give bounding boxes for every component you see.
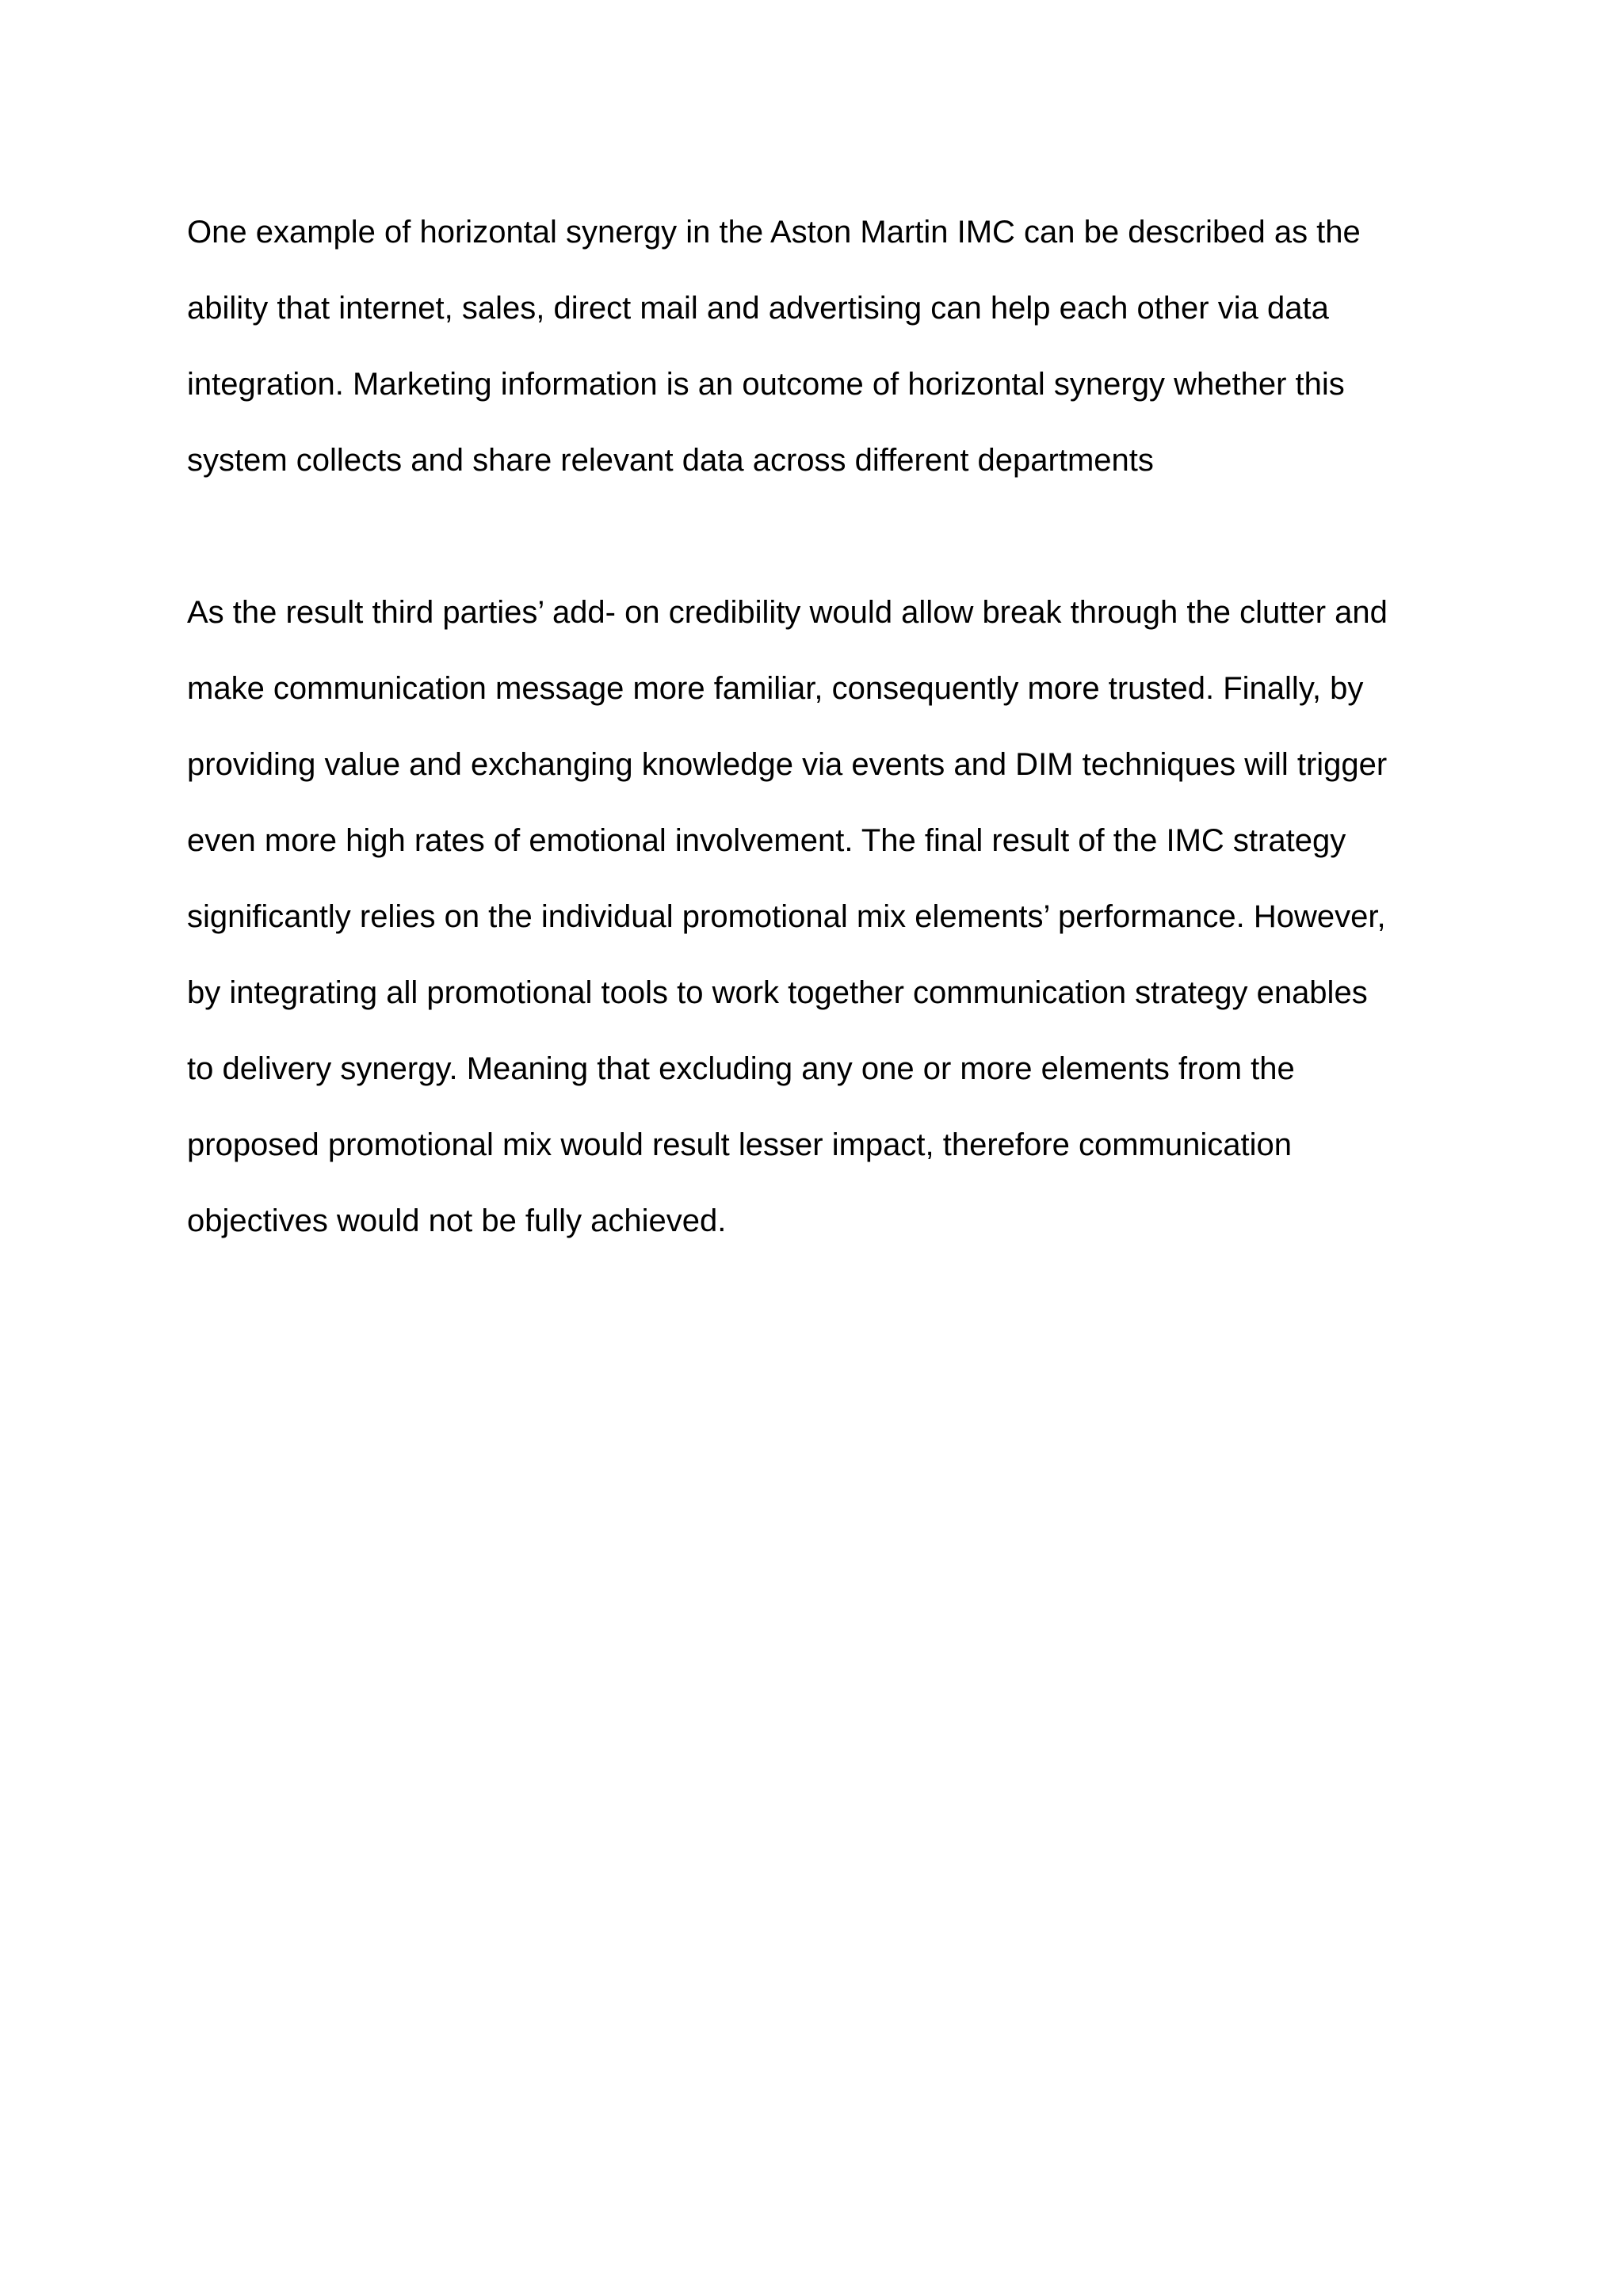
text-line: integration. Marketing information is an outcome of horizontal synergy whether this [187, 367, 1345, 402]
text-line: One example of horizontal synergy in the Aston Martin IMC can be described as the [187, 215, 1361, 250]
text-line: to delivery synergy. Meaning that excluding any one or more elements from the [187, 1051, 1295, 1086]
text-line: ability that internet, sales, direct mail and advertising can help each other via data [187, 291, 1329, 326]
text-line: by integrating all promotional tools to work together communication strategy enables [187, 975, 1368, 1010]
document-body [187, 194, 1471, 1259]
text-line: system collects and share relevant data across different departments [187, 443, 1154, 478]
text-line: providing value and exchanging knowledge via events and DIM techniques will trigger [187, 747, 1388, 782]
paragraph-spacer [187, 498, 1471, 574]
text-line: objectives would not be fully achieved. [187, 1203, 727, 1238]
text-line: proposed promotional mix would result lesser impact, therefore communication [187, 1127, 1292, 1162]
paragraph-horizontal-synergy [187, 194, 1471, 498]
text-line: significantly relies on the individual promotional mix elements’ performance. However, [187, 899, 1386, 934]
text-line: even more high rates of emotional involvement. The final result of the IMC strategy [187, 823, 1346, 858]
paragraph-third-party-credibility [187, 574, 1471, 1259]
text-line: As the result third parties’ add- on credibility would allow break through the clutter and [187, 595, 1388, 630]
text-line: make communication message more familiar, consequently more trusted. Finally, by [187, 671, 1364, 706]
